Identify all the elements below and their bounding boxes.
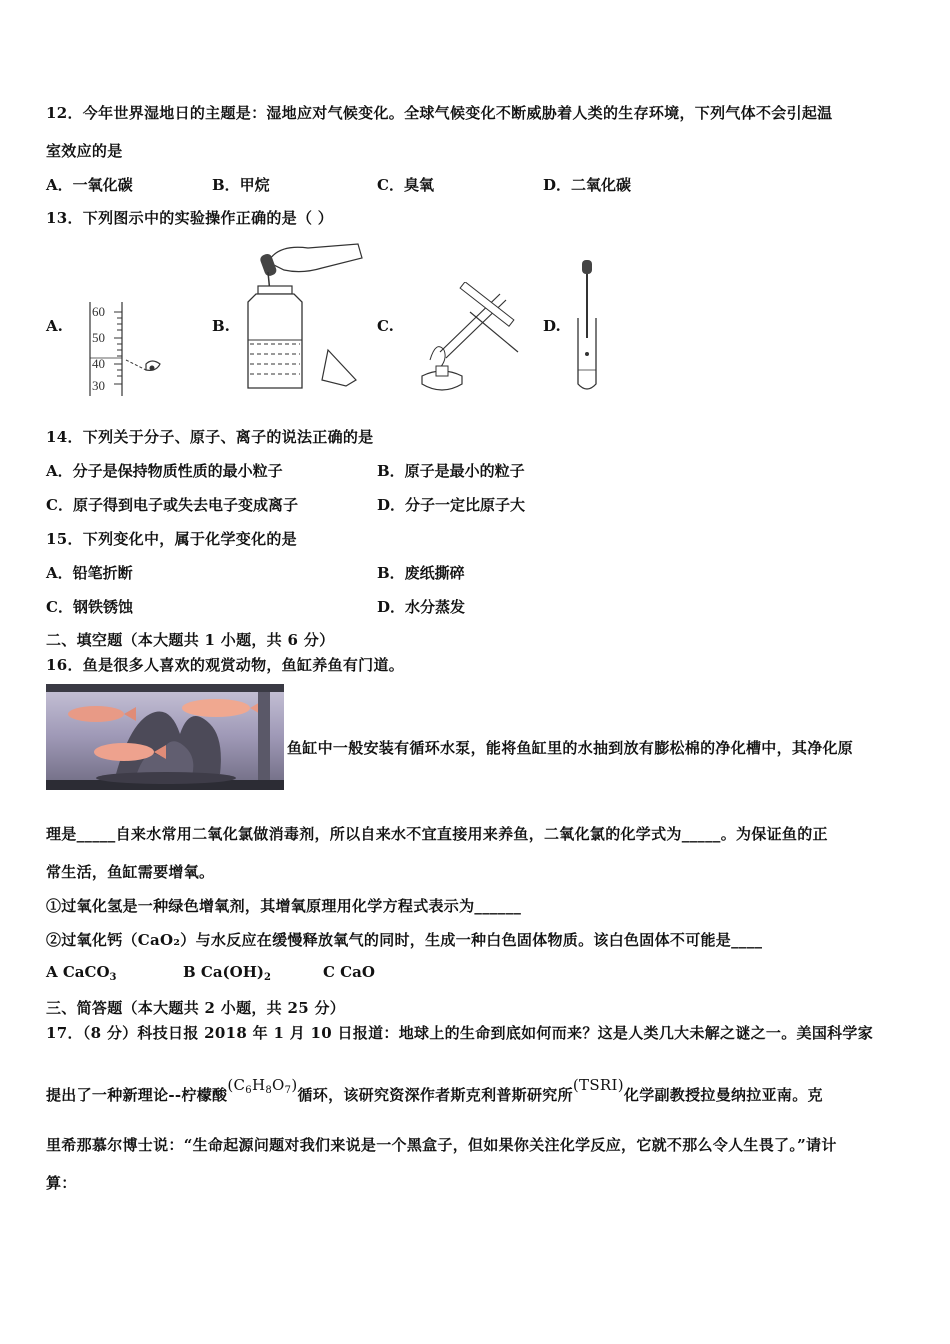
q13-label-d: D.: [543, 317, 561, 335]
fish-icon: [68, 706, 124, 722]
q12-stem-line2: 室效应的是: [46, 142, 123, 160]
q16-choice-c: C CaO: [323, 963, 375, 981]
q15-option-a: A．铅笔折断: [46, 564, 133, 582]
q12-option-a: A．一氧化碳: [46, 176, 133, 194]
q14-option-b: B．原子是最小的粒子: [377, 462, 525, 480]
citric-acid-formula: $(C_6H_8O_7)$: [227, 1076, 298, 1096]
q13-label-a: A.: [46, 317, 63, 335]
q17-line2: 提出了一种新理论--柠檬酸$(C_6H_8O_7)$循环，该研究资深作者斯克利普斯研究所(TSRI)化学副教授拉曼纳拉亚南。克: [46, 1076, 823, 1104]
fish-icon: [182, 699, 250, 717]
section-2-heading: 二、填空题（本大题共 1 小题，共 6 分）: [46, 631, 335, 649]
q16-item-1: ①过氧化氢是一种绿色增氧剂，其增氧原理用化学方程式表示为______: [46, 897, 522, 915]
q13-label-c: C.: [377, 317, 394, 335]
q16-stem: 16．鱼是很多人喜欢的观赏动物，鱼缸养鱼有门道。: [46, 656, 405, 674]
q16-choice-a: A CaCO$_3$: [46, 963, 117, 983]
fish-icon: [94, 743, 154, 761]
test-tube-holder-icon: [460, 282, 514, 326]
q15-stem: 15．下列变化中，属于化学变化的是: [46, 530, 297, 548]
q15-option-d: D．水分蒸发: [377, 598, 466, 616]
q16-choice-b: B $Ca(OH)_2$: [183, 963, 271, 983]
tick-30: 30: [92, 378, 105, 393]
q13-label-b: B.: [212, 317, 230, 335]
tick-50: 50: [92, 330, 105, 345]
q13-stem: 13．下列图示中的实验操作正确的是（ ）: [46, 209, 334, 227]
q17-line4: 算：: [46, 1174, 77, 1192]
heating-test-tube-figure: [400, 282, 530, 402]
q16-line4: 常生活，鱼缸需要增氧。: [46, 863, 215, 881]
section-3-heading: 三、简答题（本大题共 2 小题，共 25 分）: [46, 999, 346, 1017]
q16-item-2: ②过氧化钙（CaO₂）与水反应在缓慢释放氧气的同时，生成一种白色固体物质。该白色固体不可能是____: [46, 931, 763, 949]
hand-icon: [268, 244, 362, 272]
q14-option-c: C．原子得到电子或失去电子变成离子: [46, 496, 298, 514]
stopper-icon: [322, 350, 356, 386]
q16-text-right: 鱼缸中一般安装有循环水泵，能将鱼缸里的水抽到放有膨松棉的净化槽中，其净化原: [287, 739, 854, 757]
q14-option-a: A．分子是保持物质性质的最小粒子: [46, 462, 283, 480]
q14-option-d: D．分子一定比原子大: [377, 496, 526, 514]
graduated-cylinder-figure: [82, 298, 172, 398]
dropper-bulb-icon: [582, 260, 592, 274]
q12-option-c: C．臭氧: [377, 176, 434, 194]
pouring-liquid-figure: [238, 242, 368, 392]
q12-option-d: D．二氧化碳: [543, 176, 632, 194]
q15-option-c: C．钢铁锈蚀: [46, 598, 133, 616]
q15-option-b: B．废纸撕碎: [377, 564, 465, 582]
q17-line1: 17．（8 分）科技日报 2018 年 1 月 10 日报道：地球上的生命到底如何而来？这是人类几大未解之谜之一。美国科学家: [46, 1024, 874, 1042]
q12-stem-line1: 12．今年世界湿地日的主题是：湿地应对气候变化。全球气候变化不断威胁着人类的生存环境，下列气体不会引起温: [46, 104, 833, 122]
q12-option-b: B．甲烷: [212, 176, 270, 194]
fish-tank-photo: [46, 684, 284, 790]
dropper-figure: [568, 258, 608, 398]
q16-line3: 理是_____自来水常用二氧化氯做消毒剂，所以自来水不宜直接用来养鱼，二氧化氯的化学式为_____。为保证鱼的正: [46, 825, 828, 843]
tick-60: 60: [92, 304, 105, 319]
q17-line3: 里希那慕尔博士说：“生命起源问题对我们来说是一个黑盒子，但如果你关注化学反应，它就不那么令人生畏了。”请计: [46, 1136, 837, 1154]
tsri-label: (TSRI): [572, 1076, 624, 1094]
tick-40: 40: [92, 356, 105, 371]
q14-stem: 14．下列关于分子、原子、离子的说法正确的是: [46, 428, 374, 446]
